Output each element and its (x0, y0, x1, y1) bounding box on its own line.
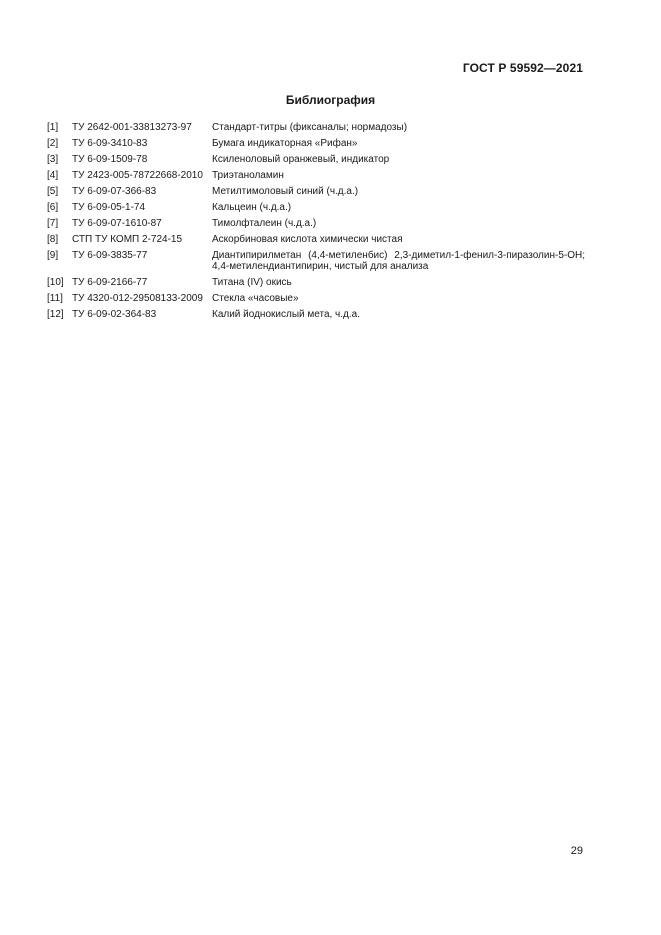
entry-description-line: Кальцеин (ч.д.а.) (212, 202, 292, 213)
entry-number: [12] (47, 309, 64, 320)
entry-spec-code: ТУ 6-09-07-366-83 (72, 186, 157, 197)
entry-description-line: Метилтимоловый синий (ч.д.а.) (212, 186, 359, 197)
entry-description-line: Титана (IV) окись (212, 277, 292, 288)
entry-spec-code: ТУ 6-09-02-364-83 (72, 309, 157, 320)
bibliography-entry (47, 218, 585, 229)
bibliography-entry (47, 186, 585, 197)
bibliography-entry (47, 170, 585, 181)
entry-description (212, 218, 585, 229)
bibliography-entry (47, 309, 585, 320)
entry-description (212, 186, 585, 197)
entry-spec-code: ТУ 6-09-07-1610-87 (72, 218, 162, 229)
entry-number: [5] (47, 186, 59, 197)
bibliography-entry (47, 234, 585, 245)
entry-description-line: Стандарт-титры (фиксаналы; нормадозы) (212, 122, 408, 133)
entry-description-line: Аскорбиновая кислота химически чистая (212, 234, 403, 245)
entry-description (212, 250, 585, 272)
document-code: ГОСТ Р 59592—2021 (462, 61, 583, 75)
entry-spec-code: ТУ 2423-005-78722668-2010 (72, 170, 203, 181)
entry-description-line: Диантипирилметан (4,4-метиленбис) 2,3-диметил-1-фенил-3-пиразолин-5-ОН; (212, 250, 585, 261)
entry-description (212, 154, 585, 165)
entry-description-line: Бумага индикаторная «Рифан» (212, 138, 358, 149)
bibliography-entry (47, 122, 585, 133)
entry-spec-code: ТУ 6-09-2166-77 (72, 277, 148, 288)
bibliography-entry (47, 250, 585, 272)
entry-spec-code: ТУ 2642-001-33813273-97 (72, 122, 192, 133)
bibliography-entry (47, 293, 585, 304)
entry-description-line: Ксиленоловый оранжевый, индикатор (212, 154, 390, 165)
entry-number: [6] (47, 202, 59, 213)
entry-number: [2] (47, 138, 59, 149)
entry-spec-code: ТУ 4320-012-29508133-2009 (72, 293, 203, 304)
entry-description-line: Триэтаноламин (212, 170, 284, 181)
entry-description-line: Стекла «часовые» (212, 293, 299, 304)
entry-spec-code: ТУ 6-09-3835-77 (72, 250, 148, 261)
entry-description (212, 309, 585, 320)
bibliography-entry (47, 277, 585, 288)
entry-number: [1] (47, 122, 59, 133)
bibliography-entry (47, 138, 585, 149)
bibliography-entry (47, 202, 585, 213)
entry-number: [4] (47, 170, 59, 181)
entry-number: [7] (47, 218, 59, 229)
entry-spec-code: ТУ 6-09-3410-83 (72, 138, 148, 149)
entry-description (212, 202, 585, 213)
page-number: 29 (570, 845, 583, 857)
entry-description-line: Тимолфталеин (ч.д.а.) (212, 218, 317, 229)
entry-spec-code: ТУ 6-09-05-1-74 (72, 202, 146, 213)
bibliography-list (47, 122, 585, 325)
entry-description (212, 122, 585, 133)
entry-description-line: Калий йоднокислый мета, ч.д.а. (212, 309, 360, 320)
entry-description (212, 138, 585, 149)
entry-number: [10] (47, 277, 64, 288)
entry-description (212, 234, 585, 245)
entry-number: [8] (47, 234, 59, 245)
entry-description (212, 293, 585, 304)
entry-description-line: 4,4-метилендиантипирин, чистый для анализа (212, 261, 429, 272)
entry-spec-code: СТП ТУ КОМП 2-724-15 (72, 234, 183, 245)
entry-description (212, 277, 585, 288)
entry-number: [9] (47, 250, 59, 261)
entry-number: [11] (47, 293, 63, 304)
entry-number: [3] (47, 154, 59, 165)
bibliography-entry (47, 154, 585, 165)
section-title: Библиография (285, 93, 376, 107)
entry-description (212, 170, 585, 181)
entry-spec-code: ТУ 6-09-1509-78 (72, 154, 148, 165)
